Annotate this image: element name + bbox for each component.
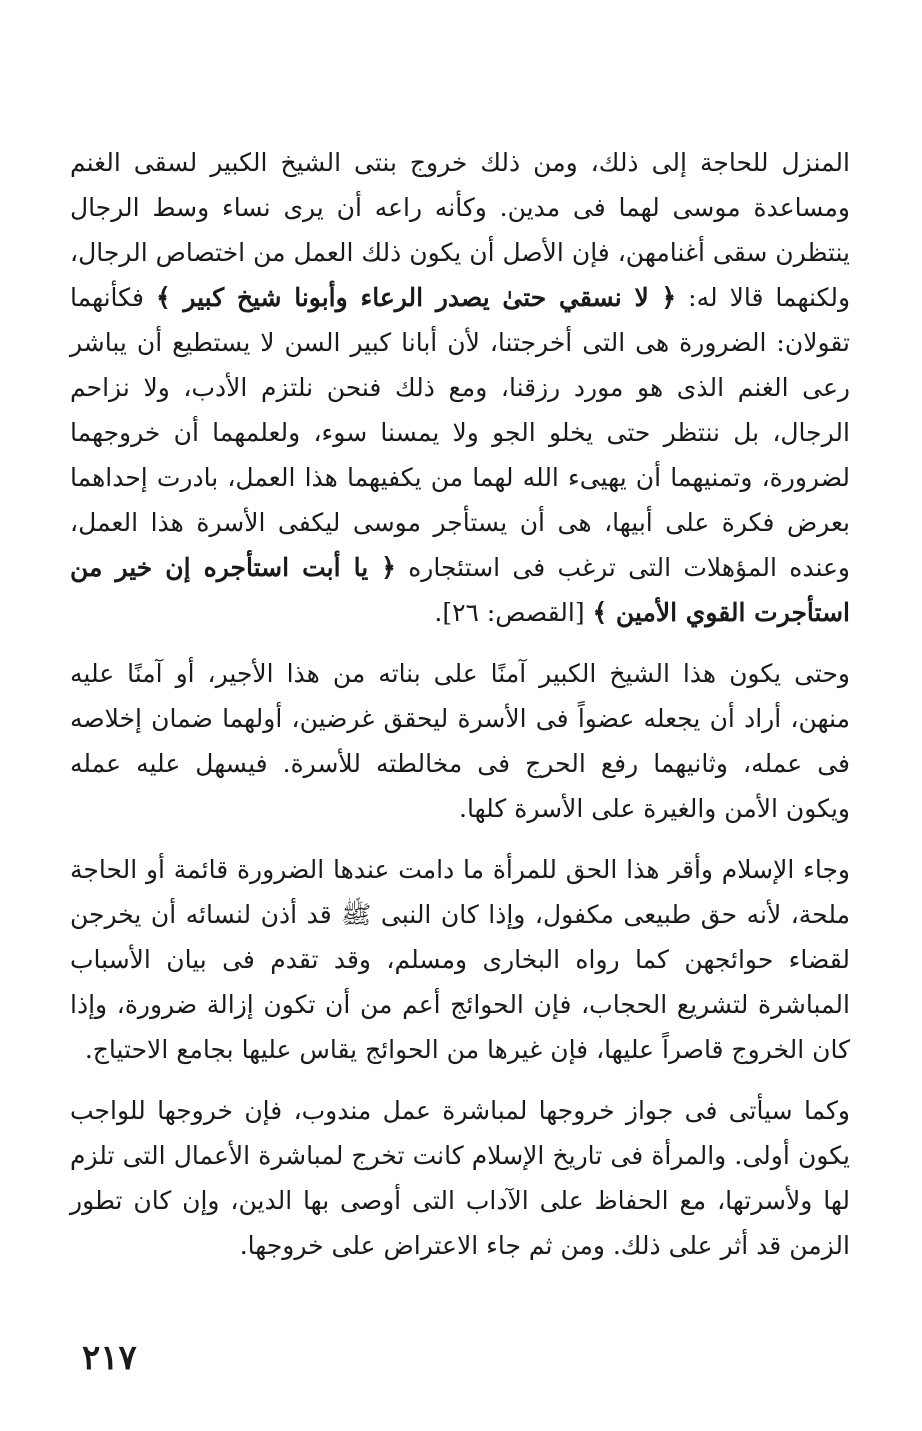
paragraph-2: وحتى يكون هذا الشيخ الكبير آمنًا على بناته من هذا الأجير، أو آمنًا عليه منهن، أراد أن يجعله عضواً فى الأسرة ليحقق غرضين، أولهما ضمان إخلاصه فى عمله، وثانيهما رفع الحرج فى مخالطته للأسرة. فيسهل عليه عمله ويكون الأمن والغيرة على الأسرة كلها. <box>70 659 850 823</box>
quran-verse-2: ﴿ يا أبت استأجره إن خير من استأجرت القوي الأمين ﴾ <box>70 553 850 627</box>
page-body <box>70 140 850 1268</box>
paragraph-1-text-a: المنزل للحاجة إلى ذلك، ومن ذلك خروج بنتى الشيخ الكبير لسقى الغنم ومساعدة موسى لهما فى مدين. وكأنه راعه أن يرى نساء وسط الرجال ينتظرن سقى أغنامهن، فإن الأصل أن يكون ذلك العمل من اختصاص الرجال، ولكنهما قالا له: <box>70 148 851 312</box>
quran-verse-1: ﴿ لا نسقي حتىٰ يصدر الرعاء وأبونا شيخ كبير ﴾ <box>155 283 677 312</box>
paragraph-1 <box>70 140 850 635</box>
verse-reference: [القصص: ٢٦]. <box>434 598 585 627</box>
paragraph-3: وجاء الإسلام وأقر هذا الحق للمرأة ما دامت عندها الضرورة قائمة أو الحاجة ملحة، لأنه حق طبيعى مكفول، وإذا كان النبى ﷺ قد أذن لنسائه أن يخرجن لقضاء حوائجهن كما رواه البخارى ومسلم، وقد تقدم فى بيان الأسباب المباشرة لتشريع الحجاب، فإن الحوائج أعم من أن تكون إزالة ضرورة، وإذا كان الخروج قاصراً عليها، فإن غيرها من الحوائج يقاس عليها بجامع الاحتياج. <box>70 855 850 1064</box>
paragraph-4: وكما سيأتى فى جواز خروجها لمباشرة عمل مندوب، فإن خروجها للواجب يكون أولى. والمرأة فى تاريخ الإسلام كانت تخرج لمباشرة الأعمال التى تلزم لها ولأسرتها، مع الحفاظ على الآداب التى أوصى بها الدين، وإن كان تطور الزمن قد أثر على ذلك. ومن ثم جاء الاعتراض على خروجها. <box>70 1096 850 1260</box>
paragraph-1-text-b: فكأنهما تقولان: الضرورة هى التى أخرجتنا، لأن أبانا كبير السن لا يستطيع أن يباشر رعى الغنم الذى هو مورد رزقنا، ومع ذلك فنحن نلتزم الأدب، ولا نزاحم الرجال، بل ننتظر حتى يخلو الجو ولا يمسنا سوء، ولعلمهما أن خروجهما لضرورة، وتمنيهما أن يهيىء الله لهما من يكفيهما هذا العمل، بادرت إحداهما بعرض فكرة على أبيها، هى أن يستأجر موسى ليكفى الأسرة هذا العمل، وعنده المؤهلات التى ترغب فى استئجاره <box>70 283 850 582</box>
page-number: ٢١٧ <box>82 1338 137 1378</box>
